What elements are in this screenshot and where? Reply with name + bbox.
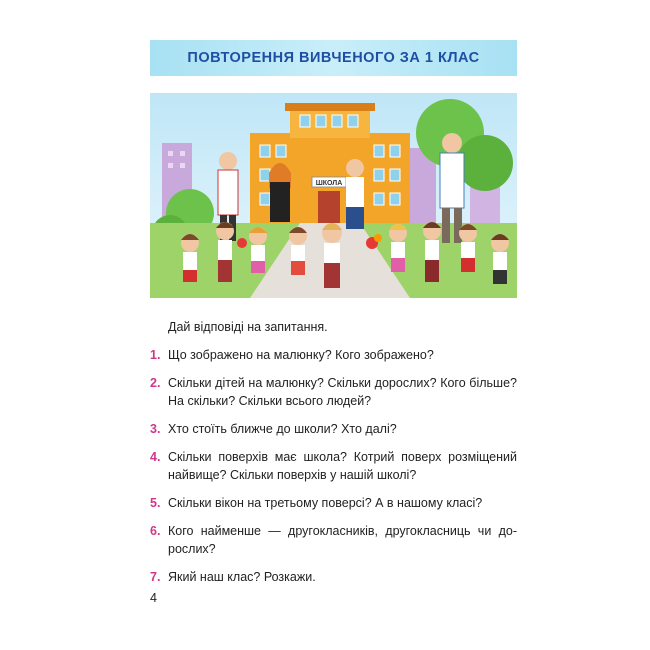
question-number: 3.	[150, 422, 161, 436]
school-illustration	[150, 93, 517, 298]
child-figure	[289, 227, 307, 275]
question-item	[150, 448, 517, 484]
child-figure	[322, 223, 342, 288]
instruction-text: Дай відповіді на запитання.	[168, 320, 328, 334]
child-figure	[423, 222, 441, 282]
question-item	[150, 374, 517, 410]
question-item	[150, 494, 517, 512]
question-item	[150, 522, 517, 558]
child-figure	[389, 224, 407, 272]
question-text: Що зображено на малюнку? Кого зображено?	[168, 348, 434, 362]
school-scene-image	[150, 93, 517, 298]
question-number: 5.	[150, 496, 161, 510]
question-number: 2.	[150, 376, 161, 390]
question-number: 4.	[150, 450, 161, 464]
child-figure	[249, 227, 267, 273]
school-sign-text: ШКОЛА	[315, 180, 343, 187]
header-banner	[150, 40, 517, 76]
question-text: Скільки поверхів має школа? Котрий поверх розміщений найвище? Скільки поверхів у нашій школі?	[168, 450, 517, 482]
question-number: 7.	[150, 570, 161, 584]
question-item	[150, 420, 517, 438]
adult-figure	[346, 159, 364, 229]
question-number: 1.	[150, 348, 161, 362]
child-figure	[216, 222, 234, 282]
question-item	[150, 346, 517, 364]
question-text: Скільки дітей на малюнку? Скільки дорослих? Кого більше? На скільки? Скільки всього людей?	[168, 376, 517, 408]
page-number: 4	[150, 591, 157, 605]
question-number: 6.	[150, 524, 161, 538]
question-text: Хто стоїть ближче до школи? Хто далі?	[168, 422, 397, 436]
child-figure	[181, 234, 199, 282]
question-text: Скільки вікон на третьому поверсі? А в нашому класі?	[168, 496, 483, 510]
question-item	[150, 568, 517, 586]
tree	[457, 135, 513, 191]
page-title: ПОВТОРЕННЯ ВИВЧЕНОГО ЗА 1 КЛАС	[187, 50, 480, 66]
adult-figure	[269, 163, 291, 222]
question-text: Кого найменше — другокласників, другокласниць чи дорослих?	[168, 524, 517, 556]
child-figure	[491, 234, 509, 284]
flower-bouquet	[237, 238, 247, 248]
question-text: Який наш клас? Розкажи.	[168, 570, 316, 584]
child-figure	[459, 224, 477, 272]
questions-block	[150, 318, 517, 596]
